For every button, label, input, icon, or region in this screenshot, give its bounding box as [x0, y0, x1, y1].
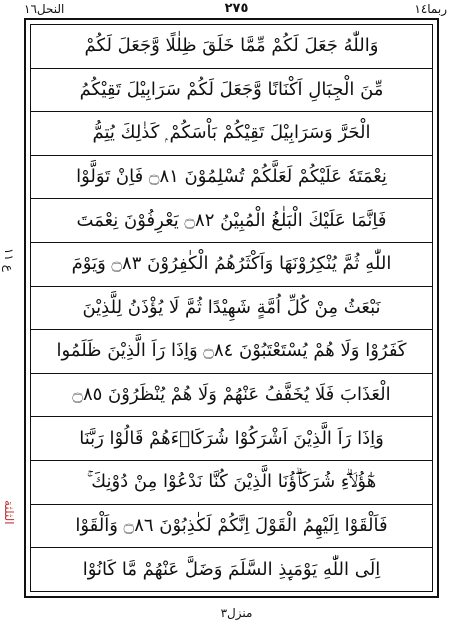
text-line: [30, 243, 433, 287]
line-text: الْعَذَابَ فَلَا يُخَفَّفُ عَنْهُمْ وَلَا هُمْ يُنْظَرُوْنَ ۝٨٥: [72, 384, 391, 406]
ruku-marker: ع ١١: [2, 248, 16, 272]
line-text: كَفَرُوْا وَلَا هُمْ يُسْتَعْتَبُوْنَ ۝٨٤ وَاِذَا رَاَ الَّذِيْنَ ظَلَمُوا: [56, 340, 407, 362]
thalatha-marker: الثلثة: [2, 500, 16, 525]
line-text: فَاِنَّمَا عَلَيْكَ الْبَلٰغُ الْمُبِيْنُ ۝٨٢ يَعْرِفُوْنَ نِعْمَتَ: [76, 209, 387, 231]
line-text: هٰٓؤُلَاۗءِ شُرَكَاۗؤُنَا الَّذِيْنَ كُنَّا نَدْعُوْا مِنْ دُوْنِكَ ۚ: [86, 471, 377, 493]
line-text: اللّٰهِ ثُمَّ يُنْكِرُوْنَهَا وَاَكْثَرُهُمُ الْكٰفِرُوْنَ ۝٨٣ وَيَوْمَ: [71, 253, 392, 275]
manzil-footer: منزل٣: [220, 606, 253, 620]
juz-name: ربما١٤: [414, 2, 447, 16]
surah-name: النحل١٦: [24, 2, 65, 16]
text-line: [30, 374, 433, 418]
line-text: نِعْمَتَهٗ عَلَيْكُمْ لَعَلَّكُمْ تُسْلِمُوْنَ ۝٨١ فَاِنْ تَوَلَّوْا: [76, 166, 387, 188]
line-text: فَاَلْقَوْا اِلَيْهِمُ الْقَوْلَ اِنَّكُمْ لَكٰذِبُوْنَ ۝٨٦ وَاَلْقَوْا: [75, 514, 388, 536]
text-line: [30, 505, 433, 549]
text-line: [30, 548, 433, 592]
text-line: [30, 417, 433, 461]
text-line: [30, 112, 433, 156]
text-line: [30, 25, 433, 69]
text-line: [30, 156, 433, 200]
line-text: مِّنَ الْجِبَالِ اَكْنَانًا وَّجَعَلَ لَكُمْ سَرَابِيْلَ تَقِيْكُمُ: [79, 78, 384, 100]
line-text: وَاِذَا رَاَ الَّذِيْنَ اَشْرَكُوْا شُرَكَاۗءَهُمْ قَالُوْا رَبَّنَا: [79, 427, 384, 449]
text-line: [30, 287, 433, 331]
text-line: [30, 199, 433, 243]
line-text: نَبْعَثُ مِنْ كُلِّ اُمَّةٍ شَهِيْدًا ثُمَّ لَا يُؤْذَنُ لِلَّذِيْنَ: [82, 296, 381, 318]
text-line: [30, 330, 433, 374]
text-line: [30, 461, 433, 505]
page-number: ٢٧٥: [224, 1, 249, 16]
line-text: وَاللّٰهُ جَعَلَ لَكُمْ مِّمَّا خَلَقَ ظِلٰلًا وَّجَعَلَ لَكُمْ: [84, 35, 379, 57]
line-text: الْحَرَّ وَسَرَابِيْلَ تَقِيْكُمْ بَاْسَكُمْ ۭ كَذٰلِكَ يُتِمُّ: [92, 122, 371, 144]
text-line: [30, 69, 433, 113]
line-text: اِلَى اللّٰهِ يَوْمَىِٕذِ السَّلَمَ وَضَلَّ عَنْهُمْ مَّا كَانُوْا: [82, 558, 381, 580]
